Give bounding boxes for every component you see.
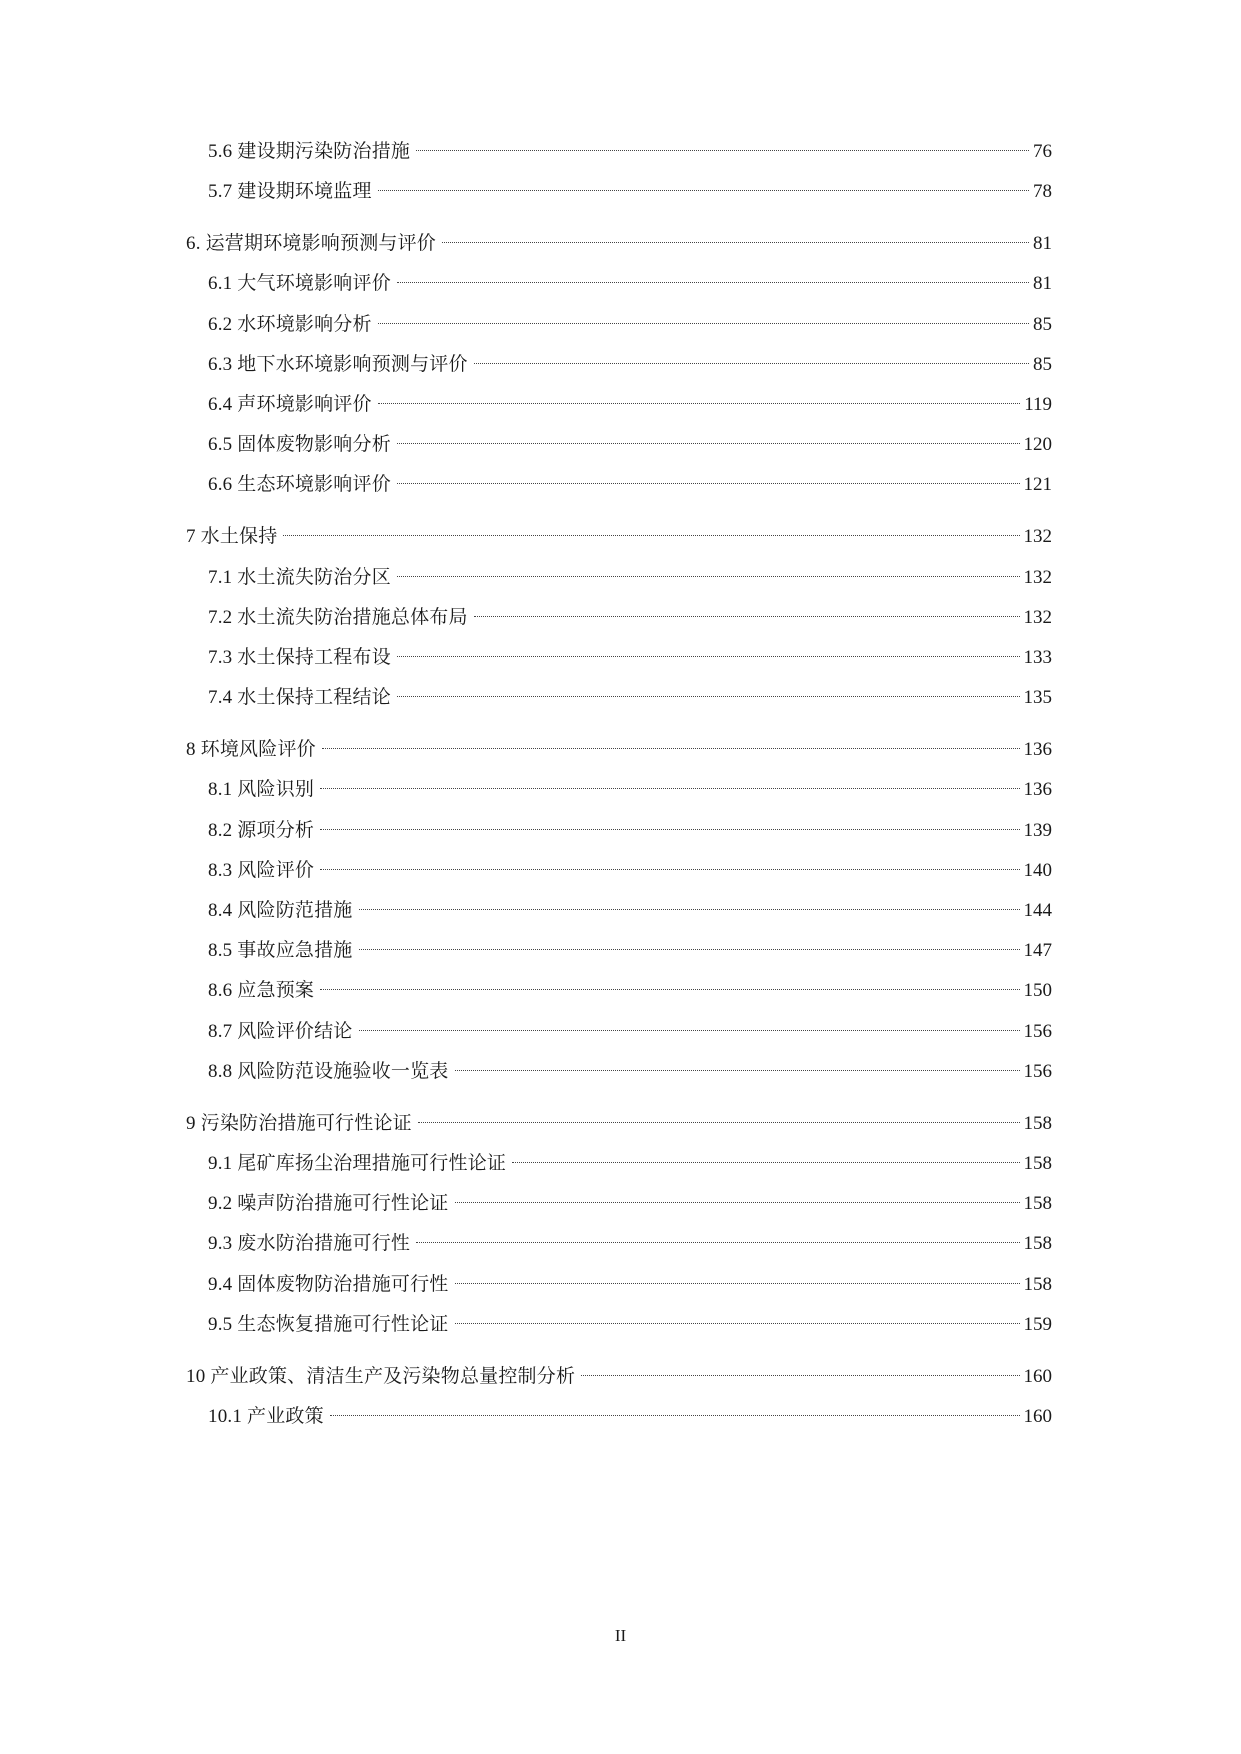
toc-section-entry[interactable] (208, 470, 1052, 500)
toc-entry-page-number: 81 (1033, 273, 1052, 295)
toc-section-entry[interactable] (208, 1017, 1052, 1047)
toc-entry-title: 8.3 风险评价 (208, 859, 315, 881)
toc-section-entry[interactable] (208, 856, 1052, 886)
toc-dot-leader (378, 403, 1021, 404)
toc-entry-title: 9.1 尾矿库扬尘治理措施可行性论证 (208, 1153, 507, 1174)
toc-entry-page-number: 156 (1023, 1060, 1052, 1082)
toc-dot-leader (378, 323, 1029, 324)
toc-entry-page-number: 81 (1033, 233, 1052, 255)
toc-chapter-entry[interactable] (186, 1362, 1052, 1392)
toc-section-entry[interactable] (208, 603, 1052, 633)
toc-entry-page-number: 136 (1023, 779, 1052, 801)
toc-dot-leader (330, 1415, 1020, 1416)
toc-entry-title: 7.2 水土流失防治措施总体布局 (208, 606, 468, 628)
toc-entry-page-number: 158 (1023, 1193, 1052, 1215)
toc-dot-leader (397, 282, 1029, 283)
toc-dot-leader (474, 363, 1029, 364)
toc-entry-title: 9 污染防治措施可行性论证 (186, 1112, 412, 1134)
toc-dot-leader (320, 989, 1019, 990)
toc-entry-title: 8.8 风险防范设施验收一览表 (208, 1060, 449, 1082)
toc-entry-page-number: 158 (1023, 1233, 1052, 1255)
toc-entry-page-number: 133 (1023, 647, 1052, 668)
toc-dot-leader (378, 190, 1029, 191)
toc-section-entry[interactable] (208, 430, 1052, 460)
toc-section-entry[interactable] (208, 1189, 1052, 1219)
toc-entry-page-number: 158 (1023, 1273, 1052, 1295)
toc-entry-page-number: 139 (1023, 819, 1052, 841)
toc-dot-leader (359, 909, 1020, 910)
toc-section-entry[interactable] (208, 936, 1052, 966)
toc-section-entry[interactable] (208, 1149, 1052, 1179)
toc-entry-page-number: 121 (1023, 474, 1052, 496)
toc-entry-title: 8.4 风险防范措施 (208, 900, 353, 921)
toc-dot-leader (322, 748, 1020, 749)
toc-section-entry[interactable] (208, 643, 1052, 673)
toc-dot-leader (418, 1122, 1020, 1123)
toc-chapter-entry[interactable] (186, 735, 1052, 765)
toc-section-entry[interactable] (208, 1310, 1052, 1340)
toc-entry-page-number: 150 (1023, 980, 1052, 1002)
toc-dot-leader (283, 535, 1019, 536)
toc-dot-leader (455, 1202, 1020, 1203)
toc-section-entry[interactable] (208, 177, 1052, 207)
toc-dot-leader (416, 150, 1029, 151)
toc-dot-leader (359, 1030, 1020, 1031)
toc-chapter-entry[interactable] (186, 522, 1052, 552)
toc-section-entry[interactable] (208, 137, 1052, 167)
toc-section-entry[interactable] (208, 1229, 1052, 1259)
toc-section-entry[interactable] (208, 310, 1052, 340)
toc-entry-title: 10 产业政策、清洁生产及污染物总量控制分析 (186, 1365, 576, 1387)
toc-entry-title: 8.6 应急预案 (208, 980, 315, 1002)
toc-dot-leader (397, 656, 1020, 657)
toc-dot-leader (442, 242, 1029, 243)
toc-entry-title: 9.4 固体废物防治措施可行性 (208, 1273, 449, 1295)
toc-section-entry[interactable] (208, 775, 1052, 805)
toc-entry-title: 7.4 水土保持工程结论 (208, 687, 391, 709)
toc-entry-page-number: 160 (1023, 1406, 1052, 1427)
toc-dot-leader (455, 1070, 1020, 1071)
toc-entry-page-number: 136 (1023, 739, 1052, 761)
toc-entry-title: 8.5 事故应急措施 (208, 940, 353, 962)
toc-entry-title: 8 环境风险评价 (186, 739, 316, 761)
toc-entry-title: 7 水土保持 (186, 526, 278, 548)
toc-entry-title: 5.6 建设期污染防治措施 (208, 141, 411, 162)
toc-entry-page-number: 144 (1023, 900, 1052, 921)
toc-entry-page-number: 132 (1023, 566, 1052, 588)
toc-entry-page-number: 85 (1033, 353, 1052, 375)
toc-section-entry[interactable] (208, 1057, 1052, 1087)
toc-dot-leader (397, 576, 1020, 577)
toc-section-entry[interactable] (208, 1402, 1052, 1432)
toc-section-entry[interactable] (208, 563, 1052, 593)
toc-entry-title: 6. 运营期环境影响预测与评价 (186, 233, 437, 255)
toc-entry-title: 7.3 水土保持工程布设 (208, 647, 391, 668)
toc-dot-leader (359, 949, 1020, 950)
toc-entry-page-number: 140 (1023, 859, 1052, 881)
toc-dot-leader (455, 1283, 1020, 1284)
toc-entry-title: 9.5 生态恢复措施可行性论证 (208, 1313, 449, 1335)
toc-entry-title: 6.5 固体废物影响分析 (208, 434, 391, 456)
toc-entry-page-number: 158 (1023, 1153, 1052, 1174)
toc-section-entry[interactable] (208, 896, 1052, 926)
toc-entry-page-number: 120 (1023, 434, 1052, 456)
toc-dot-leader (512, 1162, 1019, 1163)
toc-entry-page-number: 132 (1023, 606, 1052, 628)
toc-entry-page-number: 78 (1033, 181, 1052, 203)
toc-section-entry[interactable] (208, 816, 1052, 846)
toc-entry-page-number: 159 (1023, 1313, 1052, 1335)
toc-entry-title: 6.4 声环境影响评价 (208, 394, 372, 415)
toc-entry-title: 6.2 水环境影响分析 (208, 313, 372, 335)
toc-dot-leader (320, 869, 1019, 870)
toc-entry-page-number: 76 (1033, 141, 1052, 162)
toc-section-entry[interactable] (208, 976, 1052, 1006)
toc-dot-leader (397, 443, 1020, 444)
toc-entry-page-number: 160 (1023, 1365, 1052, 1387)
toc-dot-leader (474, 616, 1020, 617)
toc-entry-title: 9.3 废水防治措施可行性 (208, 1233, 411, 1255)
toc-entry-page-number: 156 (1023, 1020, 1052, 1042)
toc-entry-title: 10.1 产业政策 (208, 1406, 324, 1427)
toc-entry-page-number: 132 (1023, 526, 1052, 548)
toc-dot-leader (320, 788, 1019, 789)
toc-entry-page-number: 119 (1024, 394, 1052, 415)
toc-entry-title: 6.1 大气环境影响评价 (208, 273, 391, 295)
toc-chapter-entry[interactable] (186, 229, 1052, 259)
toc-entry-page-number: 147 (1023, 940, 1052, 962)
toc-entry-title: 8.1 风险识别 (208, 779, 315, 801)
toc-section-entry[interactable] (208, 683, 1052, 713)
toc-dot-leader (416, 1242, 1019, 1243)
toc-entry-title: 7.1 水土流失防治分区 (208, 566, 391, 588)
toc-entry-title: 5.7 建设期环境监理 (208, 181, 372, 203)
toc-dot-leader (455, 1323, 1020, 1324)
toc-chapter-entry[interactable] (186, 1109, 1052, 1139)
toc-entry-title: 9.2 噪声防治措施可行性论证 (208, 1193, 449, 1215)
toc-entry-title: 6.6 生态环境影响评价 (208, 474, 391, 496)
toc-section-entry[interactable] (208, 1270, 1052, 1300)
toc-entry-page-number: 85 (1033, 313, 1052, 335)
toc-entry-title: 8.7 风险评价结论 (208, 1020, 353, 1042)
toc-entry-page-number: 135 (1023, 687, 1052, 709)
toc-dot-leader (397, 696, 1020, 697)
toc-section-entry[interactable] (208, 269, 1052, 299)
toc-section-entry[interactable] (208, 350, 1052, 380)
toc-dot-leader (397, 483, 1020, 484)
toc-dot-leader (581, 1375, 1019, 1376)
toc-dot-leader (320, 829, 1019, 830)
toc-entry-title: 8.2 源项分析 (208, 819, 315, 841)
page-number: II (614, 1626, 627, 1645)
toc-entry-title: 6.3 地下水环境影响预测与评价 (208, 353, 468, 375)
toc-section-entry[interactable] (208, 390, 1052, 420)
toc-entry-page-number: 158 (1023, 1112, 1052, 1134)
